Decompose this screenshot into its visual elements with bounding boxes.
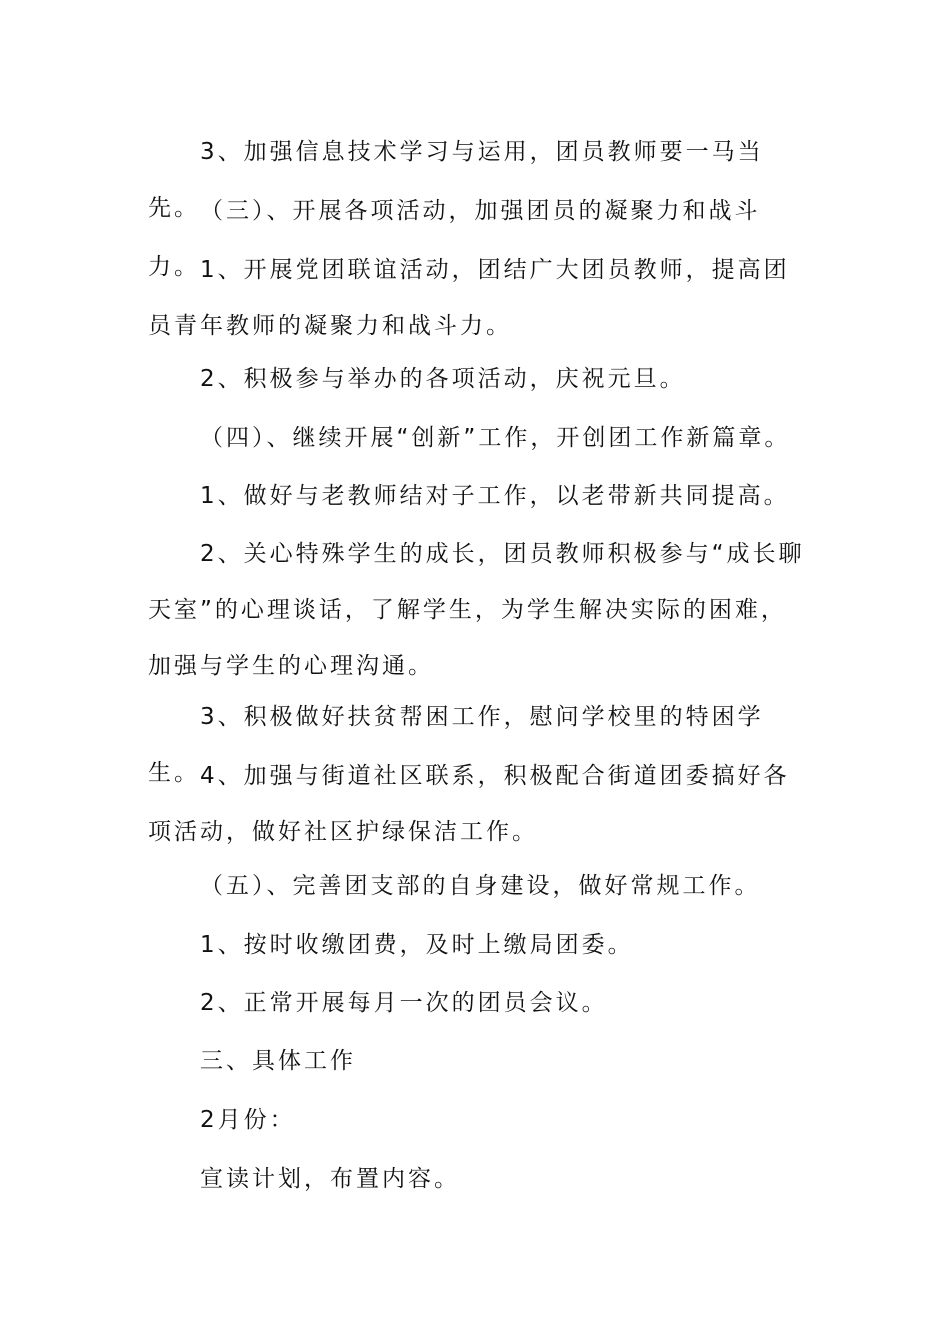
month-label: 2月份：: [200, 1107, 296, 1133]
paragraph-7: 2、关心特殊学生的成长，团员教师积极参与“成长聊天室”的心理谈话，了解学生，为学生解决实际的困难，加强与学生的心理沟通。: [148, 541, 805, 679]
paragraph-4: 2、积极参与举办的各项活动，庆祝元旦。: [200, 366, 686, 392]
paragraph-8: 3、积极做好扶贫帮困工作，慰问学校里的特困学生。: [148, 704, 764, 786]
paragraph-5: （四）、继续开展“创新”工作，开创团工作新篇章。: [200, 425, 791, 451]
paragraph-12: 2、正常开展每月一次的团员会议。: [200, 990, 608, 1016]
paragraph-1: 3、加强信息技术学习与运用，团员教师要一马当先。: [148, 139, 764, 221]
paragraph-10: （五）、完善团支部的自身建设，做好常规工作。: [200, 873, 761, 899]
paragraph-2: （三）、开展各项活动，加强团员的凝聚力和战斗力。: [148, 198, 761, 280]
paragraph-11: 1、按时收缴团费，及时上缴局团委。: [200, 932, 634, 958]
paragraph-9: 4、加强与街道社区联系，积极配合街道团委搞好各项活动，做好社区护绿保洁工作。: [148, 763, 790, 845]
paragraph-3: 1、开展党团联谊活动，团结广大团员教师，提高团员青年教师的凝聚力和战斗力。: [148, 257, 790, 339]
section-heading: 三、具体工作: [200, 1048, 356, 1074]
paragraph-6: 1、做好与老教师结对子工作，以老带新共同提高。: [200, 483, 790, 509]
paragraph-15: 宣读计划，布置内容。: [200, 1166, 460, 1192]
